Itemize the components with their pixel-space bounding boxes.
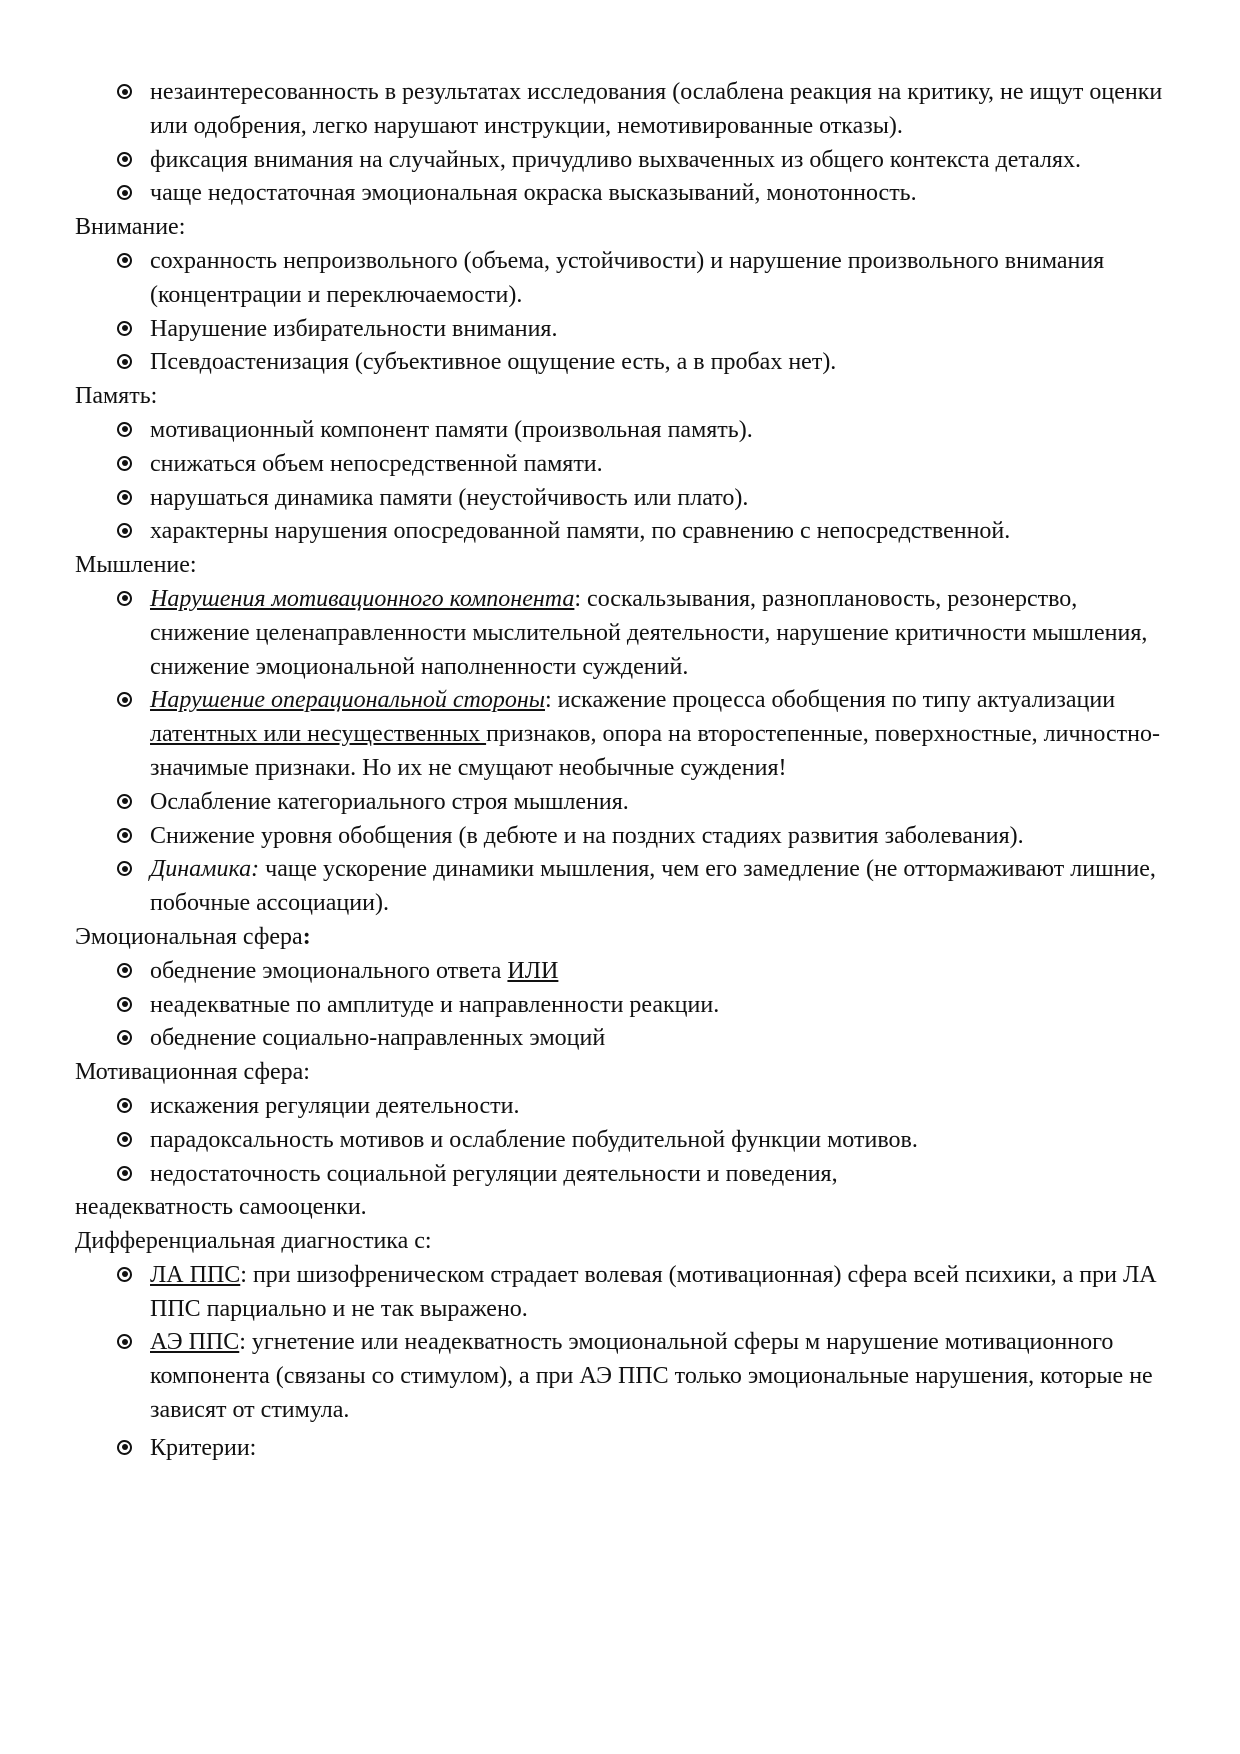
bullet-icon (117, 490, 132, 505)
list-item: обеднение социально-направленных эмоций (75, 1022, 1175, 1056)
motivation-heading: Мотивационная сфера: (75, 1059, 310, 1086)
document-content (75, 76, 1175, 1466)
bullet-icon (117, 523, 132, 538)
list-item: незаинтересованность в результатах исследования (ослаблена реакция на критику, не ищут оценки или одобрения, легко нарушают инструкции, немотивированные отказы). (75, 76, 1175, 144)
bullet-icon (117, 828, 132, 843)
bullet-icon (117, 1334, 132, 1349)
emotional-section (75, 921, 1175, 1056)
bullet-icon (117, 861, 132, 876)
list-item: Нарушение избирательности внимания. (75, 313, 1175, 347)
bullet-icon (117, 1166, 132, 1181)
list-item: характерны нарушения опосредованной памяти, по сравнению с непосредственной. (75, 515, 1175, 549)
term-label: ЛА ППС (150, 1261, 241, 1288)
term-label: Нарушение операциональной стороны (150, 687, 545, 714)
bullet-icon (117, 253, 132, 268)
bullet-icon (117, 963, 132, 978)
bullet-icon (117, 422, 132, 437)
list-item: АЭ ППС: угнетение или неадекватность эмоциональной сферы м нарушение мотивационного компонента (связаны со стимулом), а при АЭ ППС только эмоциональные нарушения, которые не зависят от стимула. (75, 1326, 1175, 1427)
list-item: Критерии: (75, 1432, 1175, 1466)
bullet-icon (117, 1098, 132, 1113)
list-item: сохранность непроизвольного (объема, устойчивости) и нарушение произвольного внимания (концентрации и переключаемости). (75, 245, 1175, 313)
motivation-section (75, 1056, 1175, 1225)
attention-section (75, 211, 1175, 380)
list-item: неадекватные по амплитуде и направленности реакции. (75, 989, 1175, 1023)
bullet-icon (117, 1267, 132, 1282)
list-item: Псевдоастенизация (субъективное ощущение есть, а в пробах нет). (75, 346, 1175, 380)
term-label: Нарушения мотивационного компонента (150, 585, 575, 612)
diff-section (75, 1225, 1175, 1466)
bullet-icon (117, 185, 132, 200)
thinking-list (75, 583, 1175, 921)
term-label: Динамика: (150, 856, 260, 883)
bullet-icon (117, 354, 132, 369)
list-item: фиксация внимания на случайных, причудливо выхваченных из общего контекста деталях. (75, 144, 1175, 178)
intro-section (75, 76, 1175, 211)
memory-list (75, 414, 1175, 549)
list-item: ЛА ППС: при шизофреническом страдает волевая (мотивационная) сфера всей психики, а при ЛА ППС парциально и не так выражено. (75, 1259, 1175, 1327)
list-item: Ослабление категориального строя мышления. (75, 786, 1175, 820)
memory-section (75, 380, 1175, 549)
bullet-icon (117, 456, 132, 471)
bullet-icon (117, 84, 132, 99)
bullet-icon (117, 152, 132, 167)
attention-list (75, 245, 1175, 380)
emotional-list (75, 955, 1175, 1056)
emotional-heading: Эмоциональная сфера: (75, 923, 311, 950)
bullet-icon (117, 591, 132, 606)
attention-heading: Внимание: (75, 214, 186, 241)
bullet-icon (117, 794, 132, 809)
list-item: чаще недостаточная эмоциональная окраска высказываний, монотонность. (75, 177, 1175, 211)
list-item: искажения регуляции деятельности. (75, 1090, 1175, 1124)
bullet-icon (117, 1440, 132, 1455)
bullet-icon (117, 1030, 132, 1045)
list-item: обеднение эмоционального ответа ИЛИ (75, 955, 1175, 989)
list-item: Нарушение операциональной стороны: искажение процесса обобщения по типу актуализации латентных или несущественных признаков, опора на второстепенные, поверхностные, личностно-значимые признаки. Но их не смущают необычные суждения! (75, 684, 1175, 785)
bullet-icon (117, 1132, 132, 1147)
underlined-phrase: ИЛИ (507, 957, 559, 984)
bullet-icon (117, 997, 132, 1012)
list-item: Нарушения мотивационного компонента: соскальзывания, разноплановость, резонерство, снижение целенаправленности мыслительной деятельности, нарушение критичности мышления, снижение эмоциональной наполненности суждений. (75, 583, 1175, 684)
list-item: недостаточность социальной регуляции деятельности и поведения, неадекватность самооценки. (75, 1160, 838, 1221)
list-item: мотивационный компонент памяти (произвольная память). (75, 414, 1175, 448)
thinking-section (75, 549, 1175, 921)
bullet-icon (117, 692, 132, 707)
bullet-icon (117, 321, 132, 336)
diff-heading: Дифференциальная диагностика с: (75, 1228, 432, 1255)
list-item: снижаться объем непосредственной памяти. (75, 448, 1175, 482)
thinking-heading: Мышление: (75, 552, 197, 579)
underlined-phrase: латентных или несущественных (150, 721, 487, 748)
list-item: Динамика: чаще ускорение динамики мышления, чем его замедление (не оттормаживают лишние, побочные ассоциации). (75, 853, 1175, 921)
list-item: нарушаться динамика памяти (неустойчивость или плато). (75, 482, 1175, 516)
diff-list (75, 1259, 1175, 1466)
motivation-list (75, 1090, 1175, 1225)
list-item: Снижение уровня обобщения (в дебюте и на поздних стадиях развития заболевания). (75, 820, 1175, 854)
list-item: парадоксальность мотивов и ослабление побудительной функции мотивов. (75, 1124, 1175, 1158)
intro-list (75, 76, 1175, 211)
term-label: АЭ ППС (150, 1329, 240, 1356)
memory-heading: Память: (75, 383, 158, 410)
